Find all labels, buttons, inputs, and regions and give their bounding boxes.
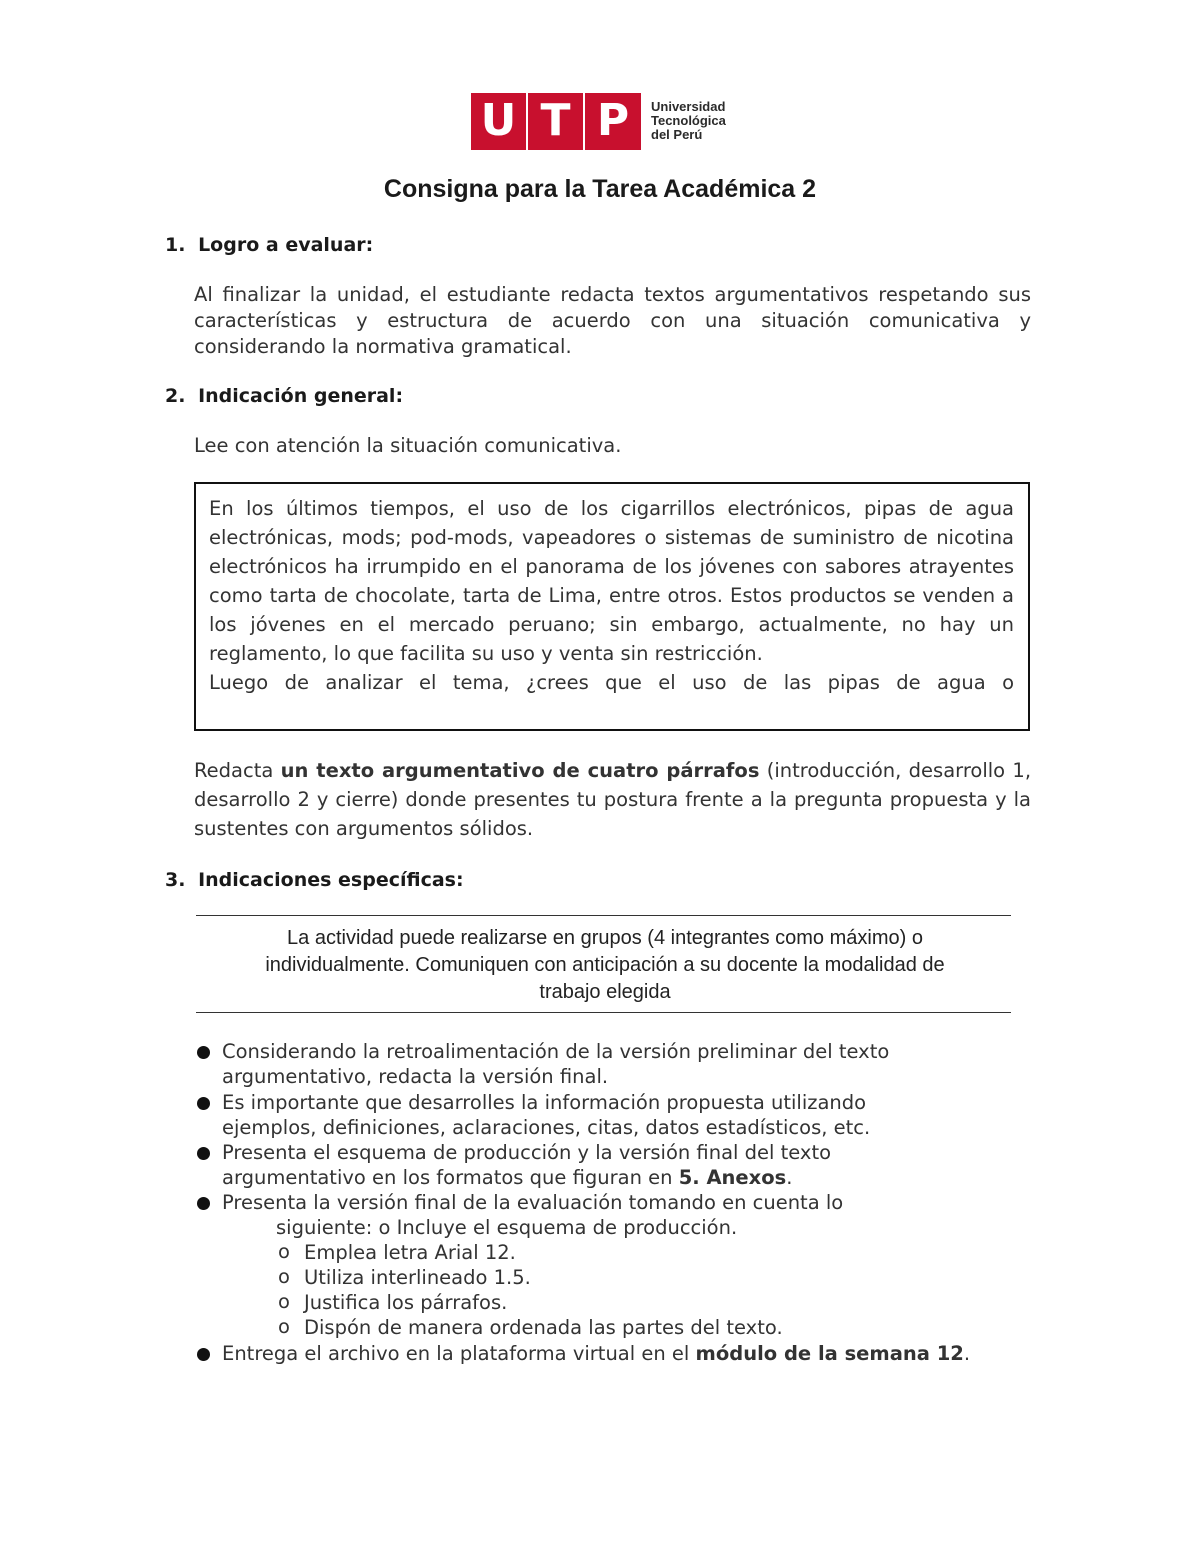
logo-block-p [585, 93, 641, 150]
section-number: 3. [165, 869, 186, 891]
situation-box [194, 482, 1030, 731]
section-number: 2. [165, 385, 186, 407]
divider [196, 915, 1011, 916]
section-title: Logro a evaluar: [198, 234, 374, 256]
utp-logo [471, 93, 641, 150]
section-2-heading [165, 385, 403, 407]
bullet-4-line-2: siguiente: o Incluye el esquema de producción. [276, 1216, 738, 1239]
sub-bullet-marker: o [278, 1315, 290, 1338]
bullet-icon [197, 1147, 210, 1160]
situation-question: Luego de analizar el tema, ¿crees que el uso de las pipas de agua o [209, 671, 1014, 694]
bullet-4-line-1: Presenta la versión final de la evaluación tomando en cuenta lo [222, 1191, 844, 1214]
logo-block-u [471, 93, 526, 150]
group-note [220, 925, 990, 1006]
logo-block-t [528, 93, 583, 150]
logo-text-line: Universidad [651, 99, 726, 114]
sub-bullet-marker: o [278, 1265, 290, 1288]
task-instruction [194, 756, 1031, 843]
section-1-text: Al finalizar la unidad, el estudiante redacta textos argumentativos respetando sus características y estructura de acuerdo con una situación comunicativa y considerando la normativa gramatical. [194, 283, 1031, 358]
logo-university-name [651, 100, 726, 142]
bullet-3-line-2: argumentativo en los formatos que figuran en 5. Anexos. [222, 1166, 793, 1189]
logo-letter-t: T [540, 95, 571, 146]
logo-letter-u: U [480, 95, 517, 146]
sub-item: Dispón de manera ordenada las partes del texto. [304, 1316, 783, 1339]
bullet-icon [197, 1348, 210, 1361]
bullet-icon [197, 1197, 210, 1210]
bullet-2-line-2: ejemplos, definiciones, aclaraciones, citas, datos estadísticos, etc. [222, 1116, 871, 1139]
group-note-line: trabajo elegida [539, 981, 671, 1003]
annex-reference: 5. Anexos [678, 1166, 787, 1189]
sub-item: Justifica los párrafos. [304, 1291, 508, 1314]
bullet-icon [197, 1046, 210, 1059]
situation-intro: Lee con atención la situación comunicativa. [194, 434, 622, 457]
bullet-3-line-1: Presenta el esquema de producción y la versión final del texto [222, 1141, 832, 1164]
bullet-1-line-2: argumentativo, redacta la versión final. [222, 1065, 609, 1088]
bullet-icon [197, 1097, 210, 1110]
sub-item: Emplea letra Arial 12. [304, 1241, 516, 1264]
sub-item: Utiliza interlineado 1.5. [304, 1266, 531, 1289]
section-title: Indicaciones específicas: [198, 869, 464, 891]
week-module: módulo de la semana 12 [695, 1342, 964, 1365]
task-suffix: (introducción, desarrollo 1, desarrollo 2 y cierre) donde presentes tu postura frente a la pregunta propuesta y la sustentes con argumentos sólidos. [194, 759, 1032, 840]
logo-letter-p: P [596, 95, 630, 146]
group-note-line: individualmente. Comuniquen con anticipación a su docente la modalidad de [265, 954, 945, 976]
section-1-heading [165, 234, 373, 256]
logo-text-line: del Perú [651, 127, 703, 142]
situation-text [209, 494, 1014, 726]
section-3-heading [165, 869, 464, 891]
situation-paragraph: En los últimos tiempos, el uso de los cigarrillos electrónicos, pipas de agua electrónicas, mods; pod-mods, vapeadores o sistemas de suministro de nicotina electrónicos ha irrumpido en el panorama de los jóvenes con sabores atrayentes como tarta de chocolate, tarta de Lima, entre otros. Estos productos se venden a los jóvenes en el mercado peruano; sin embargo, actualmente, no hay un reglamento, lo que facilita su uso y venta sin restricción. [209, 497, 1014, 665]
logo-text-line: Tecnológica [651, 113, 726, 128]
sub-bullet-marker: o [278, 1240, 290, 1263]
bullet-5: Entrega el archivo en la plataforma virtual en el módulo de la semana 12. [222, 1342, 971, 1365]
section-title: Indicación general: [198, 385, 404, 407]
task-bold: un texto argumentativo de cuatro párrafos [280, 759, 760, 782]
task-prefix: Redacta [194, 759, 281, 782]
group-note-line: La actividad puede realizarse en grupos (4 integrantes como máximo) o [287, 927, 923, 949]
sub-bullet-marker: o [278, 1290, 290, 1313]
page-title: Consigna para la Tarea Académica 2 [383, 175, 817, 203]
bullet-2-line-1: Es importante que desarrolles la información propuesta utilizando [222, 1091, 867, 1114]
section-number: 1. [165, 234, 186, 256]
divider [196, 1012, 1011, 1013]
bullet-1-line-1: Considerando la retroalimentación de la versión preliminar del texto [222, 1040, 890, 1063]
